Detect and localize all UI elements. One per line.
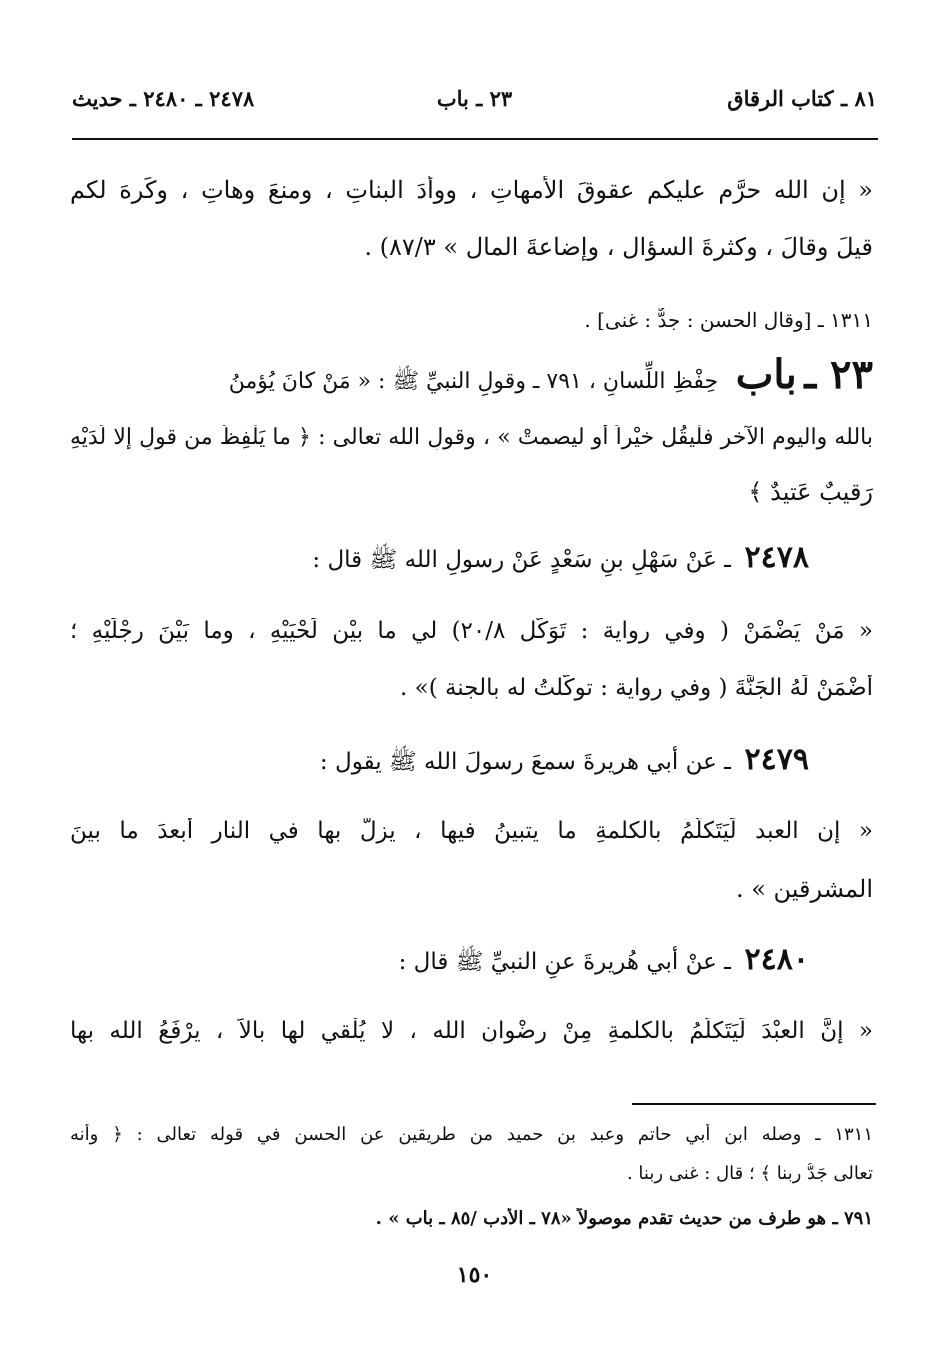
- text-line-14: « إنَّ العبْدَ لَيَتَكلَّمُ بالكلمةِ مِنْ رِضْوانِ الله ، لا يُلْقي لها بالاً ، يرْفَعُ الله بها: [70, 1018, 873, 1044]
- hadith-number-2479: ٢٤٧٩: [744, 742, 809, 777]
- text-line-11: « إن العبد لَيَتَكلَّمُ بالكلمةِ ما يتبينُ فيها ، يزلُّ بها في النارِ أبعدَ ما بينَ: [70, 818, 873, 844]
- hadith-2478-narrator: ـ عَنْ سَهْلِ بنِ سَعْدٍ عَنْ رسولِ الله ﷺ قال :: [312, 547, 731, 573]
- footnote-791: ٧٩١ ـ هو طرف من حديث تقدم موصولاً «٧٨ ـ الأدب /٨٥ ـ باب » .: [375, 1208, 873, 1229]
- hadith-2479-heading: [70, 740, 809, 782]
- chapter-title: حِفْظِ اللِّسانِ ، ٧٩١ ـ وقولِ النبيِّ ﷺ : « مَنْ كانَ يُؤمنُ: [228, 369, 719, 394]
- text-line-12: المشرقين » .: [735, 875, 873, 903]
- page-number: ١٥٠: [456, 1262, 493, 1288]
- text-line-9: أَضْمَنْ لَهُ الجَنَّةَ ( وفي رواية : توكَّلتُ له بالجنة )» .: [400, 675, 873, 701]
- chapter-word: باب: [735, 351, 797, 398]
- hadith-2480-narrator: ـ عنْ أبي هُريرةَ عنِ النبيِّ ﷺ قال :: [398, 949, 731, 975]
- text-line-5: بالله واليومِ الآخرِ فلْيقُل خيْراً أو ليصمتْ » ، وقولِ الله تعالى : ﴿ ما يَلْفِظُ من قولٍ إلا لَدَيْهِ: [70, 425, 873, 450]
- hadith-2479-narrator: ـ عن أبي هريرةَ سمعَ رسولَ الله ﷺ يقول :: [319, 749, 731, 775]
- hadith-2480-heading: [70, 940, 809, 982]
- text-line-6: رَقيبٌ عَتيدٌ ﴾: [748, 478, 873, 506]
- text-line-8: « مَنْ يَضْمَنْ ( وفي رواية : تَوَكَّل ٢٠/٨) لي ما بيْن لَحْيَيْهِ ، وما بَيْنَ رِجْلَيْهِ ؛: [70, 618, 873, 644]
- header-chapter: ٢٣ ـ باب: [436, 86, 513, 111]
- text-line-1: « إن الله حرَّم عليكم عقوقَ الأمهاتِ ، ووأدَ البناتِ ، ومنعَ وهاتِ ، وكَرِهَ لكم: [70, 176, 873, 204]
- footnote-rule: [632, 1103, 876, 1105]
- text-line-2: قيلَ وقالَ ، وكثرةَ السؤالِ ، وإضاعةَ المالِ » ٨٧/٣) .: [364, 233, 873, 261]
- footnote-1311-line-2: تعالى جَدُّ ربنا ﴾ ؛ قال : غنى ربنا .: [626, 1163, 873, 1184]
- chapter-number: ٢٣ ـ: [804, 351, 873, 398]
- footnote-1311-line-1: ١٣١١ ـ وصله ابن أبي حاتم وعبد بن حميد من طريقين عن الحسن في قوله تعالى : ﴿ وأنه: [70, 1124, 873, 1145]
- header-hadith-range: ٢٤٧٨ ـ ٢٤٨٠ ـ حديث: [72, 86, 255, 111]
- chapter-heading: [70, 350, 873, 407]
- header-book-title: ٨١ ـ كتاب الرقاق: [727, 86, 877, 111]
- hadith-number-2480: ٢٤٨٠: [744, 942, 809, 977]
- hadith-number-2478: ٢٤٧٨: [744, 540, 809, 575]
- text-line-3: ١٣١١ ـ [وقال الحسن : جدٌّ : غنى] .: [584, 308, 873, 332]
- hadith-2478-heading: [70, 538, 809, 580]
- header-rule: [72, 138, 878, 140]
